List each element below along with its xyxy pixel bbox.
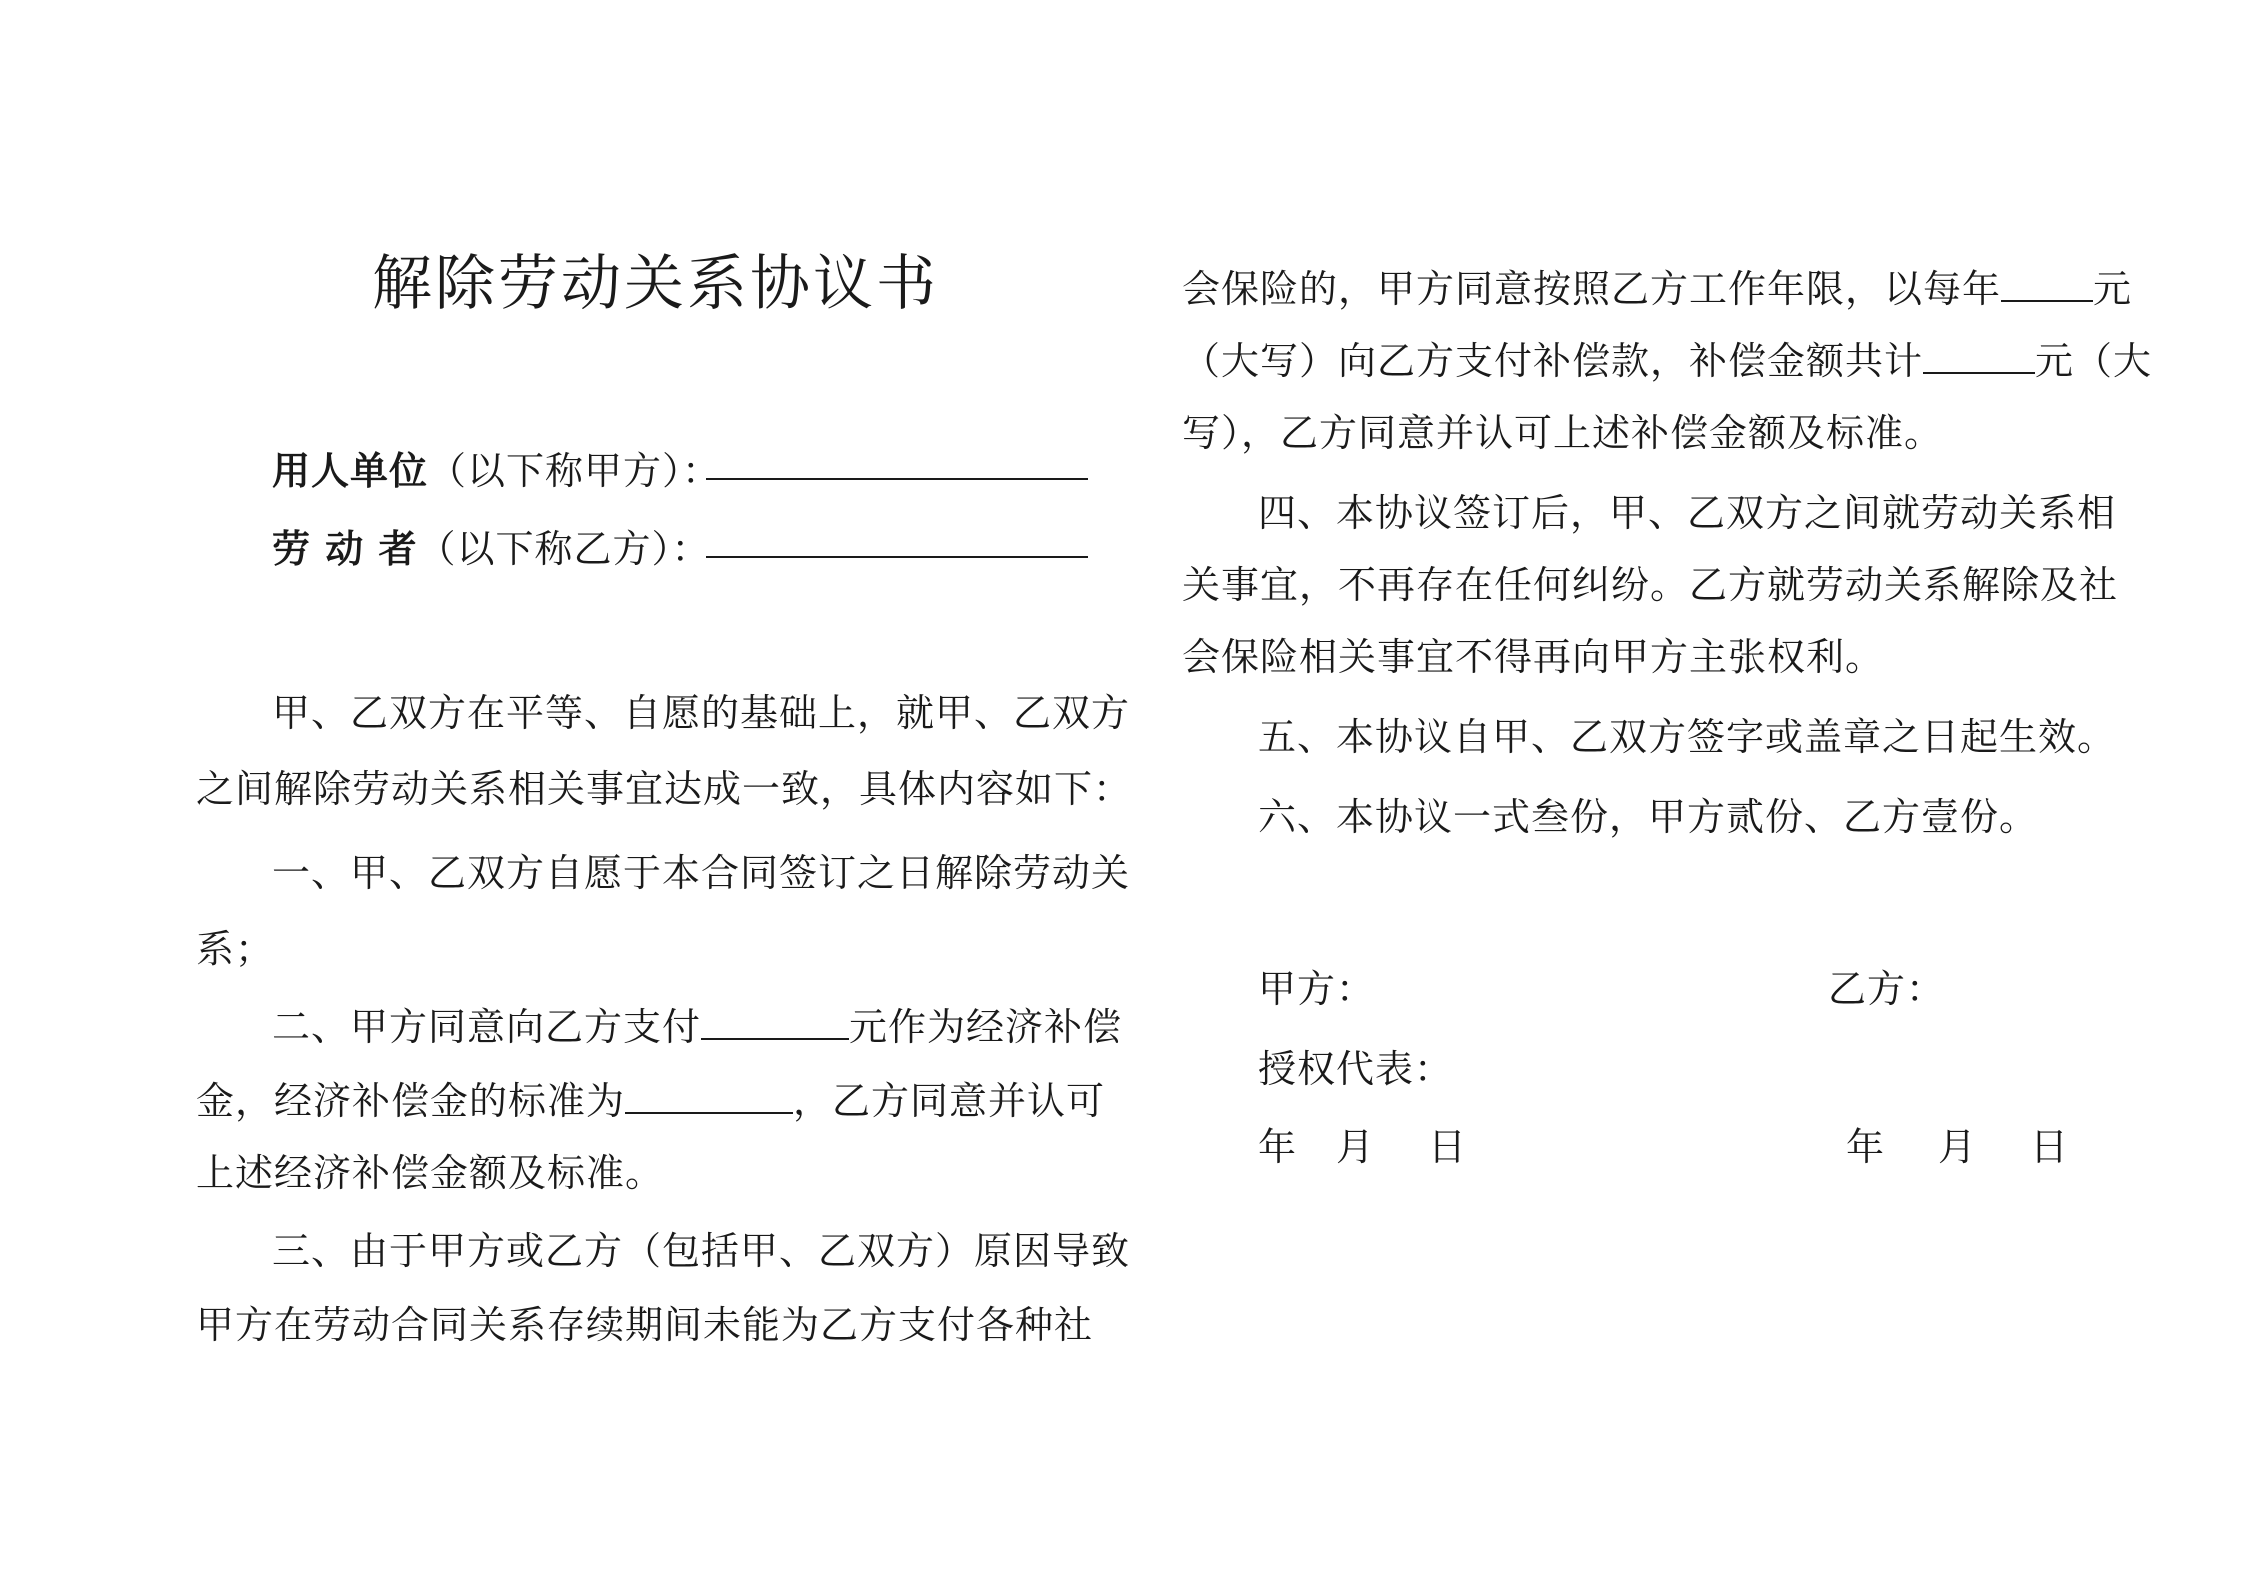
employer-note: （以下称甲方）：: [428, 449, 722, 493]
party-b-date-day: 日: [2030, 1125, 2069, 1169]
authorized-representative-label: 授权代表：: [1258, 1047, 1454, 1091]
party-a-date-day: 日: [1428, 1125, 1467, 1169]
party-a-date-month: 月: [1336, 1125, 1375, 1169]
clause-1-line-2: 系；: [196, 927, 275, 971]
clause-6: 六、本协议一式叁份，甲方贰份、乙方壹份。: [1258, 795, 2039, 839]
total-compensation-field[interactable]: [1923, 344, 2035, 374]
clause-5: 五、本协议自甲、乙双方签字或盖章之日起生效。: [1258, 715, 2117, 759]
preamble-line-1: 甲、乙双方在平等、自愿的基础上，就甲、乙双方: [272, 691, 1131, 735]
clause-3-text-a: 会保险的，甲方同意按照乙方工作年限，以每年: [1182, 267, 2002, 311]
employer-name-field[interactable]: [706, 478, 1088, 480]
clause-3-line-4: [1182, 339, 2153, 383]
clause-3-text-b: 元: [2093, 267, 2133, 311]
clause-3-line-1: 三、由于甲方或乙方（包括甲、乙双方）原因导致: [272, 1229, 1131, 1273]
clause-2-text-a: 二、甲方同意向乙方支付: [272, 1005, 702, 1049]
clause-4-line-1: 四、本协议签订后，甲、乙双方之间就劳动关系相: [1258, 491, 2117, 535]
clause-4-line-2: 关事宜，不再存在任何纠纷。乙方就劳动关系解除及社: [1182, 563, 2119, 607]
clause-3-line-2: 甲方在劳动合同关系存续期间未能为乙方支付各种社: [196, 1303, 1094, 1347]
party-a-date-year: 年: [1258, 1125, 1297, 1169]
clause-2-text-c: 金，经济补偿金的标准为: [196, 1079, 626, 1123]
preamble-line-2: 之间解除劳动关系相关事宜达成一致，具体内容如下：: [196, 767, 1133, 811]
party-b-date-year: 年: [1846, 1125, 1885, 1169]
clause-2-line-3: 上述经济补偿金额及标准。: [196, 1151, 665, 1195]
employer-row: [272, 440, 721, 495]
clause-2-line-2: [196, 1079, 1106, 1123]
employee-name-field[interactable]: [706, 556, 1088, 558]
employee-row: [272, 518, 710, 573]
clause-2-line-1: [272, 1005, 1123, 1049]
annual-amount-field[interactable]: [2001, 272, 2093, 302]
compensation-amount-field[interactable]: [701, 1010, 849, 1040]
clause-1-line-1: 一、甲、乙双方自愿于本合同签订之日解除劳动关: [272, 851, 1131, 895]
document-title: 解除劳动关系协议书: [372, 249, 939, 319]
party-b-date-month: 月: [1938, 1125, 1977, 1169]
employee-note: （以下称乙方）：: [417, 527, 711, 571]
party-a-signature-label: 甲方：: [1258, 967, 1376, 1011]
clause-3-line-5: 写），乙方同意并认可上述补偿金额及标准。: [1182, 411, 1944, 455]
party-b-signature-label: 乙方：: [1828, 967, 1946, 1011]
compensation-standard-field[interactable]: [625, 1084, 793, 1114]
clause-3-line-3: [1182, 267, 2133, 311]
clause-4-line-3: 会保险相关事宜不得再向甲方主张权利。: [1182, 635, 1885, 679]
clause-2-text-b: 元作为经济补偿: [849, 1005, 1123, 1049]
clause-2-text-d: ，乙方同意并认可: [793, 1079, 1106, 1123]
clause-3-text-c: （大写）向乙方支付补偿款，补偿金额共计: [1182, 339, 1924, 383]
clause-3-text-d: 元（大: [2035, 339, 2153, 383]
employee-label: 劳 动 者: [272, 526, 418, 571]
employer-label: 用人单位: [272, 448, 429, 493]
